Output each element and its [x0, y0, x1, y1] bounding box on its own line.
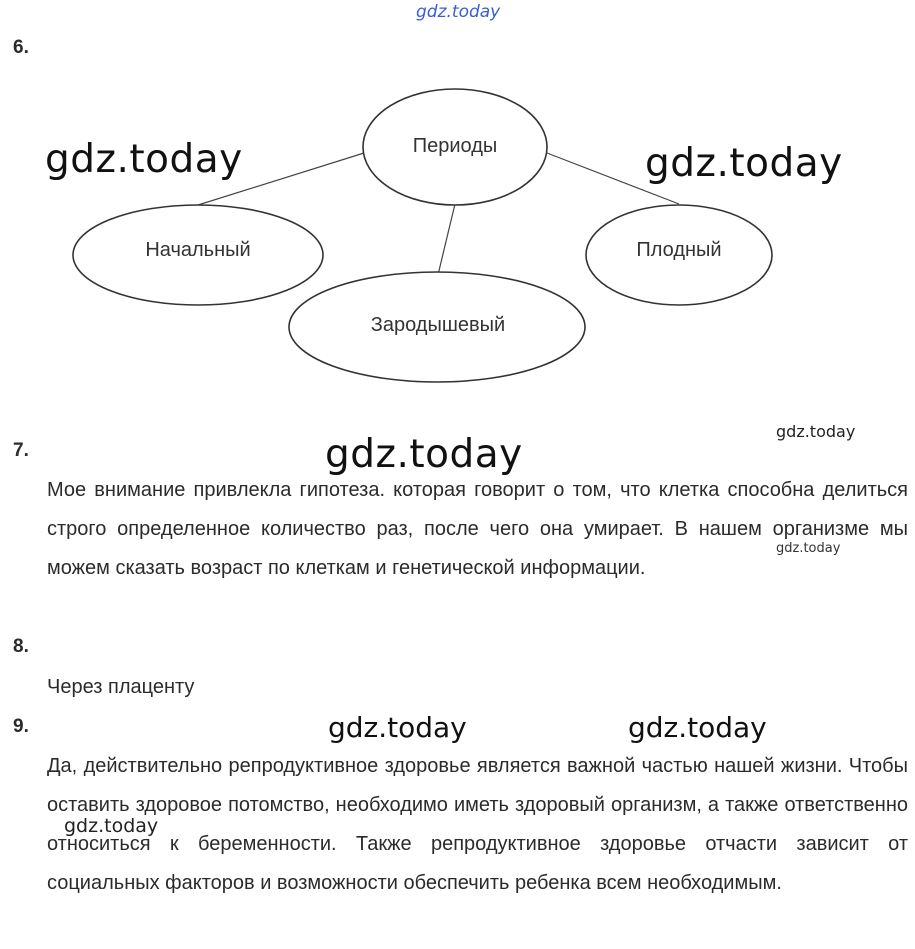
question-9-answer: Да, действительно репродуктивное здоровье является важной частью нашей жизни. Чтобы оставить здоровое потомство, необходимо иметь здоровый организм, а также ответственно относиться к беременности. Также репродуктивное здоровье отчасти зависит от социальных факторов и возможности обеспечить ребенка всем необходимым.: [47, 755, 908, 894]
question-8-answer: Через плаценту: [47, 676, 195, 698]
watermark-top: gdz.today: [416, 2, 501, 22]
watermark-center: gdz.today: [325, 432, 523, 477]
watermark-q9-inline: gdz.today: [64, 815, 159, 837]
watermark-left: gdz.today: [45, 137, 243, 182]
watermark-right: gdz.today: [645, 141, 843, 186]
node-initial-label: Начальный: [145, 239, 251, 261]
question-8-number: 8.: [13, 636, 29, 657]
watermark-q9-right: gdz.today: [628, 711, 767, 744]
watermark-q9-left: gdz.today: [328, 711, 467, 744]
node-fetal-label: Плодный: [636, 239, 722, 261]
question-6-number: 6.: [13, 37, 29, 58]
question-7-number: 7.: [13, 440, 29, 461]
question-7-answer: Мое внимание привлекла гипотеза. которая говорит о том, что клетка способна делиться строго определенное количество раз, после чего она умирает. В нашем организме мы можем сказать возраст по клеткам и генетической информации.: [47, 479, 908, 579]
watermark-small-right: gdz.today: [776, 422, 856, 441]
periods-diagram: [0, 0, 915, 400]
node-center-label: Периоды: [412, 135, 498, 157]
node-embryonic-label: Зародышевый: [370, 314, 506, 336]
watermark-tiny: gdz.today: [776, 541, 841, 556]
connector-to-embryonic: [437, 204, 455, 279]
question-9-number: 9.: [13, 716, 29, 737]
